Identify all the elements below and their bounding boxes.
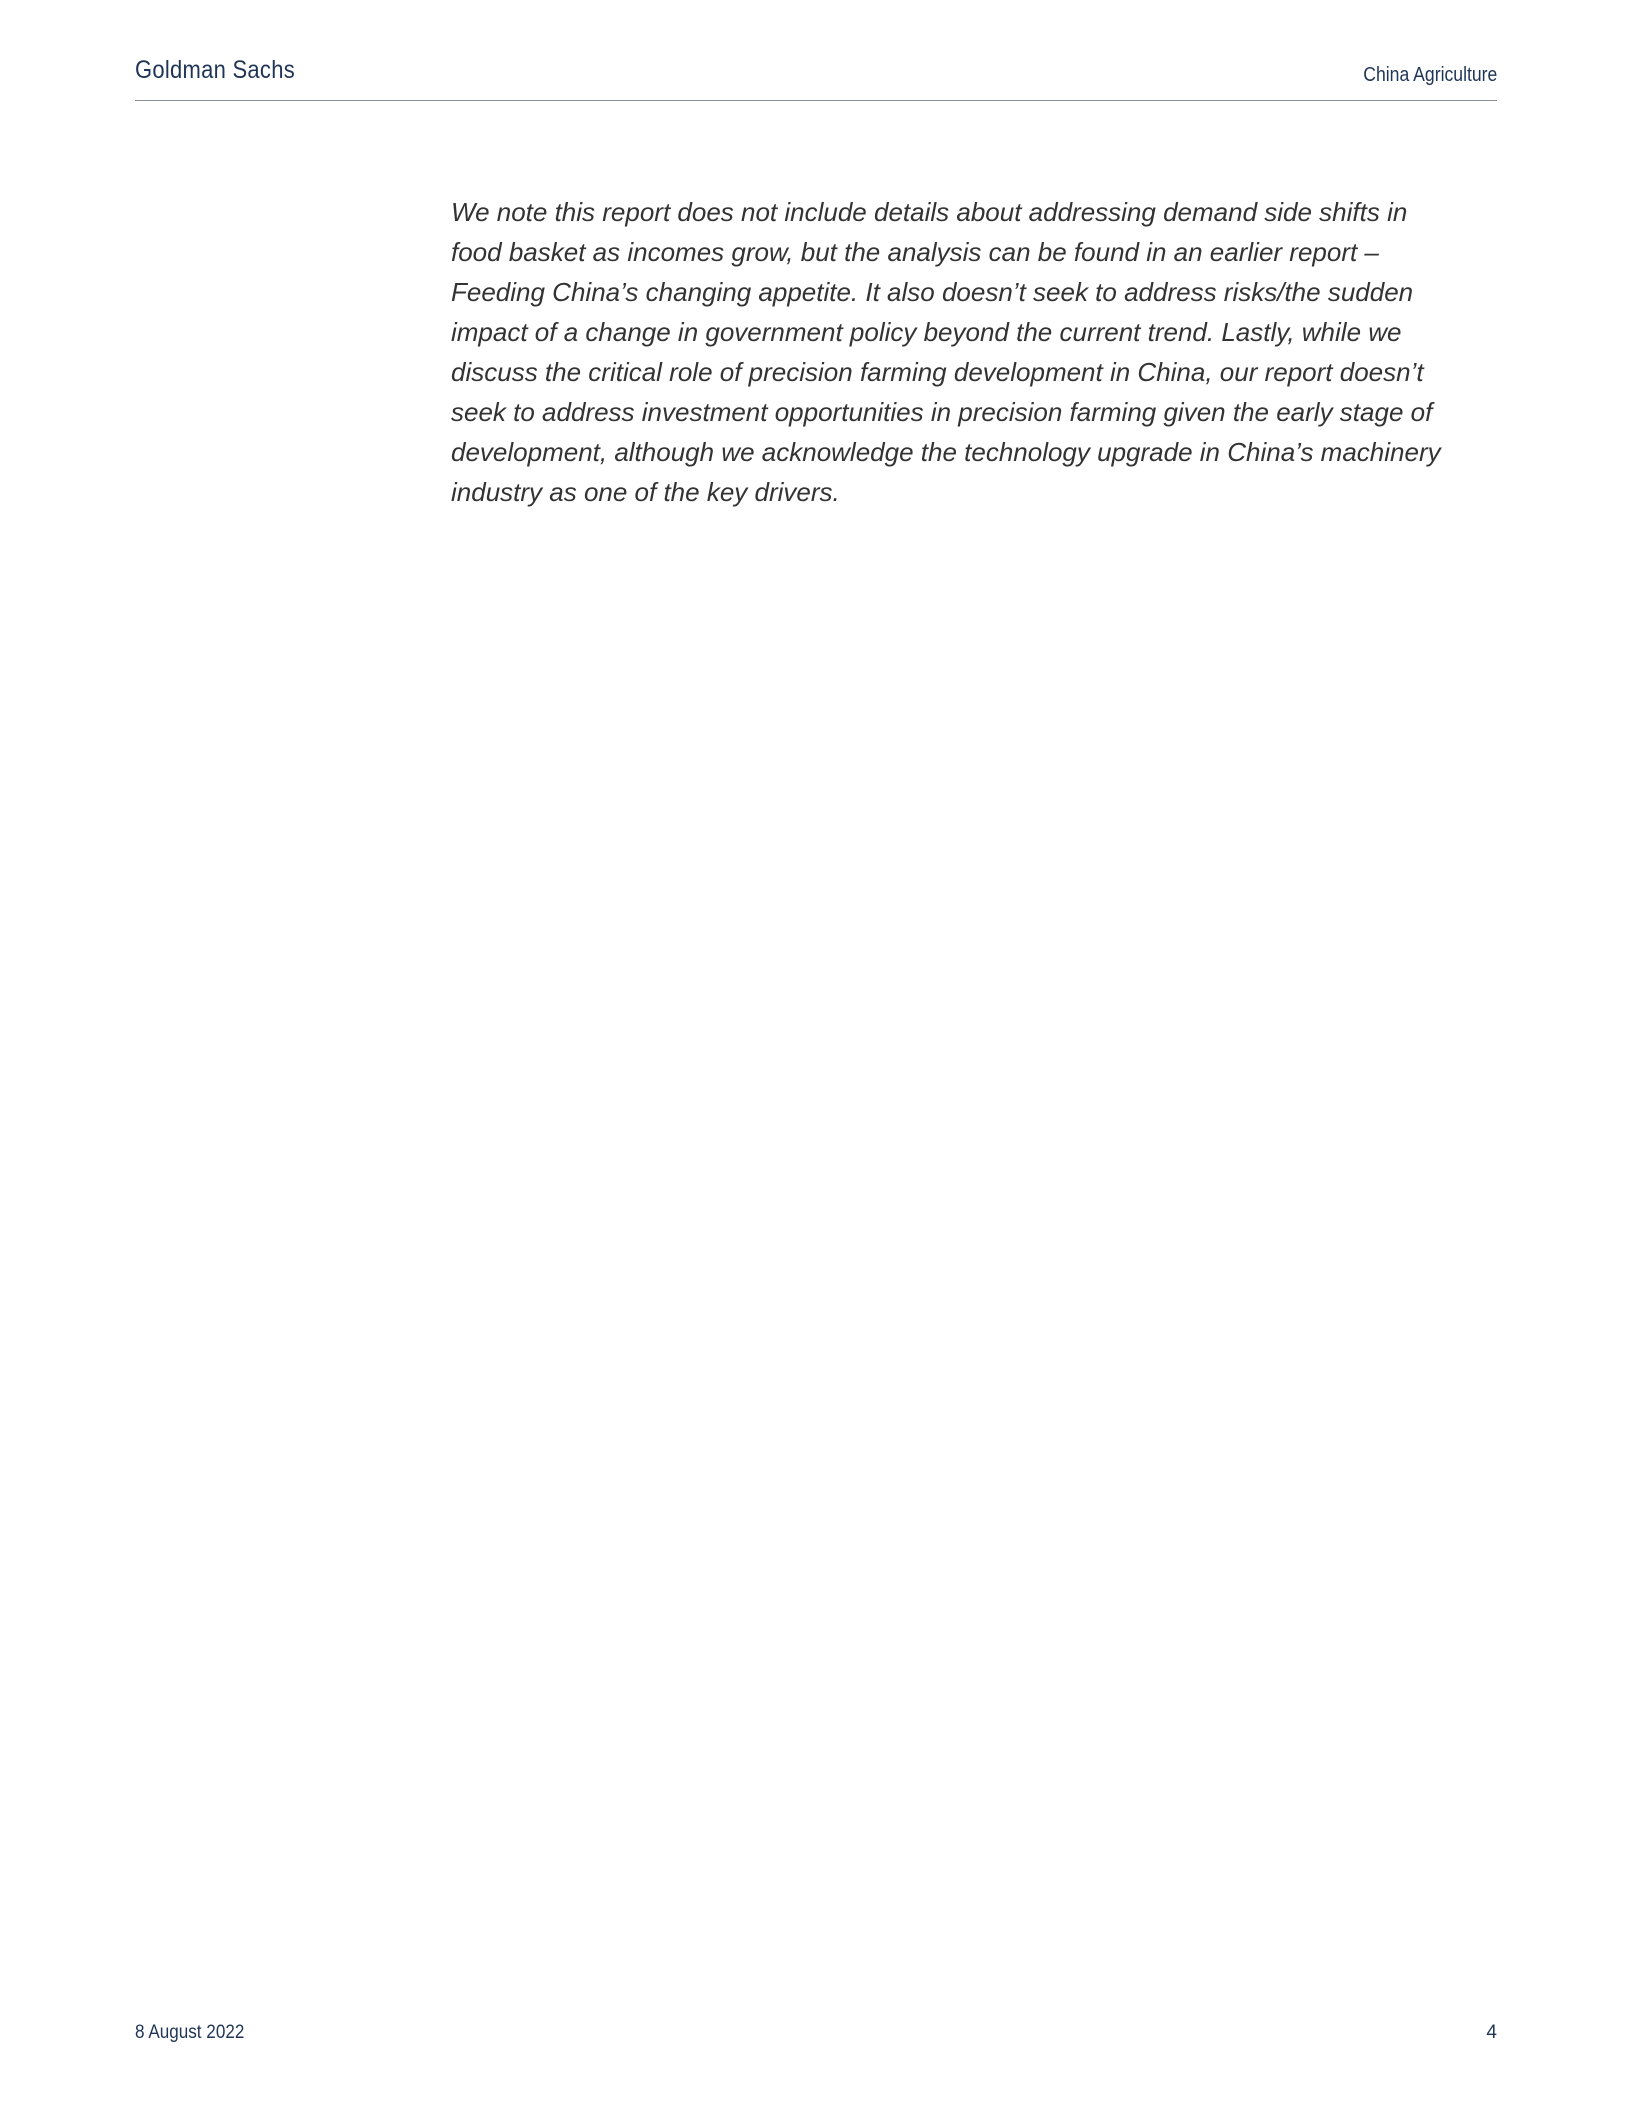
brand-name: Goldman Sachs <box>135 56 295 84</box>
paragraph-line: We note this report does not include details about addressing demand side shifts in <box>451 197 1408 227</box>
footer-date: 8 August 2022 <box>135 2022 245 2043</box>
report-section-title: China Agriculture <box>1362 64 1497 86</box>
paragraph-line: seek to address investment opportunities in precision farming given the early stage of <box>451 397 1433 427</box>
paragraph-line: industry as one of the key drivers. <box>451 477 840 507</box>
paragraph-line: impact of a change in government policy beyond the current trend. Lastly, while we <box>451 317 1402 347</box>
page-number: 4 <box>1486 2022 1497 2043</box>
body-paragraph <box>451 192 1511 512</box>
paragraph-line: Feeding China’s changing appetite. It also doesn’t seek to address risks/the sudden <box>451 277 1414 307</box>
paragraph-line: food basket as incomes grow, but the analysis can be found in an earlier report – <box>451 237 1379 267</box>
paragraph-line: discuss the critical role of precision farming development in China, our report doesn’t <box>451 357 1424 387</box>
header-divider <box>135 100 1497 101</box>
paragraph-line: development, although we acknowledge the technology upgrade in China’s machinery <box>451 437 1441 467</box>
